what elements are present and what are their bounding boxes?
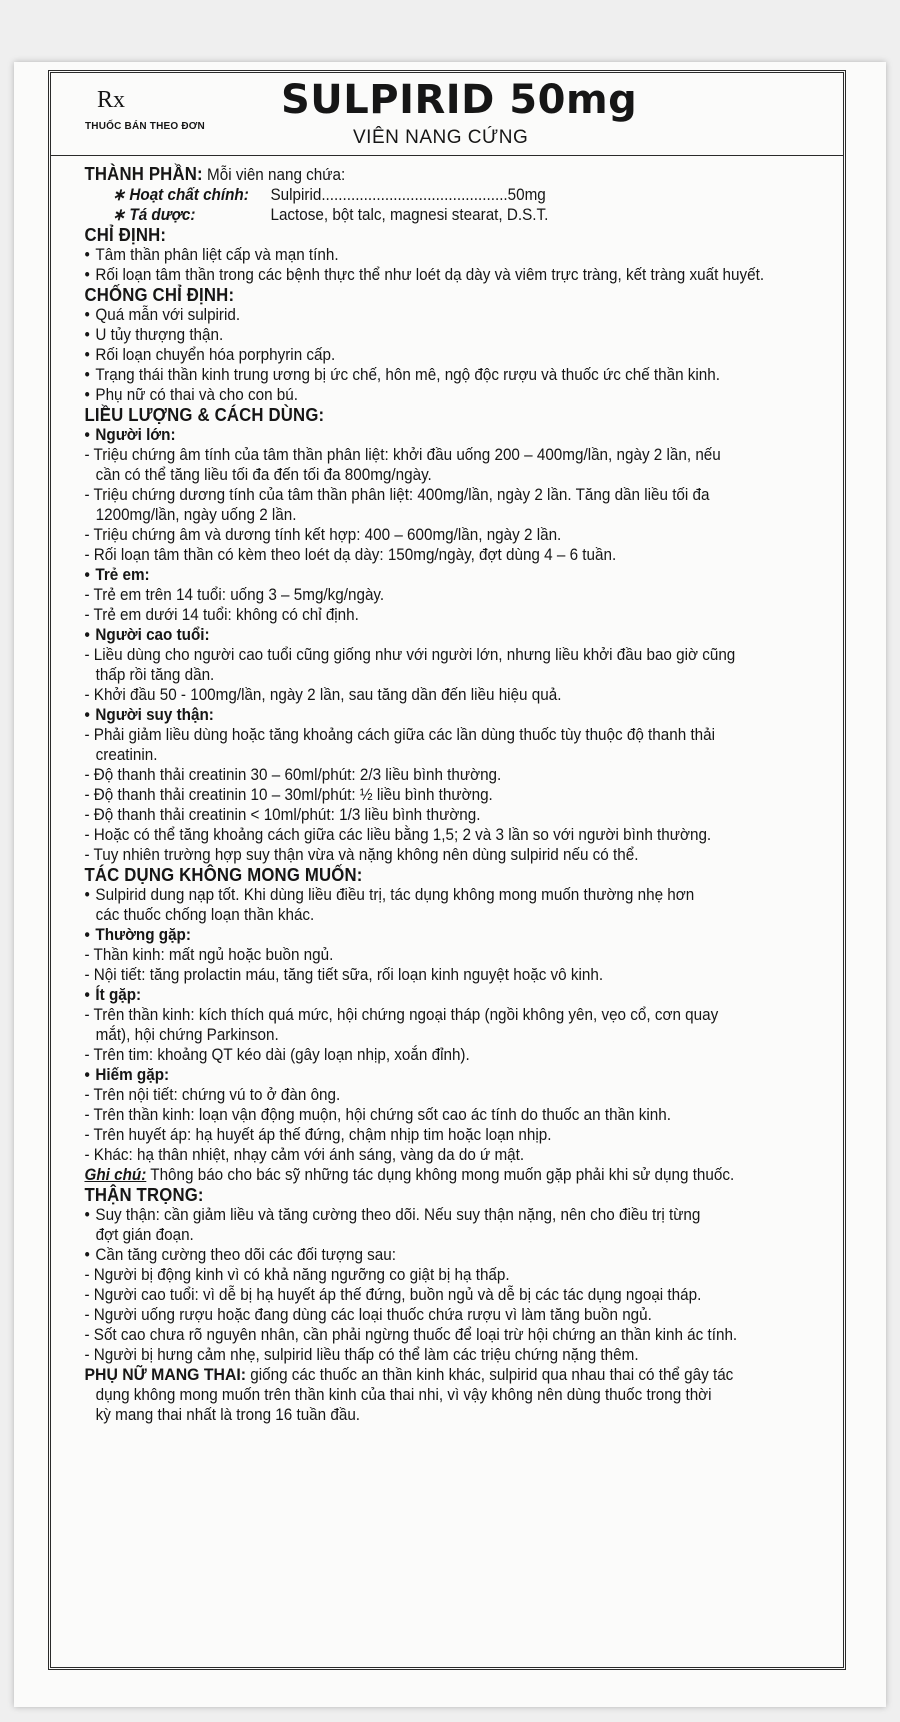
effect-line: - Trên thần kinh: kích thích quá mức, hội chứng ngoại tháp (ngồi không yên, vẹo cổ, cơn quay bbox=[84, 1006, 719, 1024]
dosage-line: - Độ thanh thải creatinin 30 – 60ml/phút: 2/3 liều bình thường. bbox=[84, 766, 502, 784]
effect-line: - Trên tim: khoảng QT kéo dài (gây loạn nhịp, xoắn đỉnh). bbox=[84, 1046, 470, 1064]
effect-line: mắt), hội chứng Parkinson. bbox=[95, 1026, 279, 1044]
contraindication-item: • Phụ nữ có thai và cho con bú. bbox=[84, 385, 809, 405]
side-effects-intro: • Sulpirid dung nạp tốt. Khi dùng liều điều trị, tác dụng không mong muốn thường nhẹ hơn bbox=[84, 885, 809, 905]
leaflet-body bbox=[51, 156, 823, 1425]
effect-line: - Trên thần kinh: loạn vận động muộn, hội chứng sốt cao ác tính do thuốc an thần kinh. bbox=[84, 1106, 671, 1124]
prescription-only-label: THUỐC BÁN THEO ĐƠN bbox=[85, 121, 205, 132]
dosage-line: thấp rồi tăng dần. bbox=[95, 666, 215, 684]
dosage-line: - Độ thanh thải creatinin 10 – 30ml/phút: ½ liều bình thường. bbox=[84, 786, 493, 804]
dosage-line: - Triệu chứng âm và dương tính kết hợp: 400 – 600mg/lần, ngày 2 lần. bbox=[84, 526, 562, 544]
dosage-line: - Khởi đầu 50 - 100mg/lần, ngày 2 lần, sau tăng dần đến liều hiệu quả. bbox=[84, 686, 562, 704]
dosage-line: - Trẻ em dưới 14 tuổi: không có chỉ định. bbox=[84, 606, 359, 624]
dosage-line: - Tuy nhiên trường hợp suy thận vừa và nặng không nên dùng sulpirid nếu có thể. bbox=[84, 846, 639, 864]
precaution-line: - Người cao tuổi: vì dễ bị hạ huyết áp thế đứng, buồn ngủ và dễ bị các tác dụng ngoại tháp. bbox=[84, 1286, 702, 1304]
precaution-line: - Người bị động kinh vì có khả năng ngưỡng co giật bị hạ thấp. bbox=[84, 1266, 510, 1284]
active-ingredient-row bbox=[84, 185, 809, 205]
note-row bbox=[84, 1165, 809, 1185]
pregnancy-heading: PHỤ NỮ MANG THAI: bbox=[84, 1365, 247, 1384]
pregnancy-text: giống các thuốc an thần kinh khác, sulpirid qua nhau thai có thể gây tác bbox=[246, 1366, 734, 1384]
dosage-line: creatinin. bbox=[95, 746, 158, 764]
dosage-elderly-label: • Người cao tuổi: bbox=[84, 625, 809, 645]
dosage-line: - Trẻ em trên 14 tuổi: uống 3 – 5mg/kg/ngày. bbox=[84, 586, 385, 604]
effect-line: - Khác: hạ thân nhiệt, nhạy cảm với ánh sáng, vàng da do ứ mật. bbox=[84, 1146, 525, 1164]
pregnancy-text-cont: kỳ mang thai nhất là trong 16 tuần đầu. bbox=[95, 1406, 361, 1424]
dosage-adults-label: • Người lớn: bbox=[84, 425, 809, 445]
precaution-line: - Người bị hưng cảm nhẹ, sulpirid liều thấp có thể làm các triệu chứng nặng thêm. bbox=[84, 1346, 639, 1364]
active-ingredient-value: Sulpirid............................................50mg bbox=[270, 186, 546, 204]
composition-row bbox=[84, 164, 809, 185]
product-form: VIÊN NANG CỨNG bbox=[353, 127, 529, 148]
product-title: SULPIRID 50mg bbox=[281, 77, 638, 123]
indication-item: • Rối loạn tâm thần trong các bệnh thực thể như loét dạ dày và viêm trực tràng, kết tràng xuất huyết. bbox=[84, 265, 809, 285]
contraindication-item: • Trạng thái thần kinh trung ương bị ức chế, hôn mê, ngộ độc rượu và thuốc ức chế thần kinh. bbox=[84, 365, 809, 385]
rare-effects-label: • Hiếm gặp: bbox=[84, 1065, 809, 1085]
uncommon-effects-label: • Ít gặp: bbox=[84, 985, 809, 1005]
contraindications-heading: CHỐNG CHỈ ĐỊNH: bbox=[84, 285, 235, 305]
dosage-line: - Triệu chứng âm tính của tâm thần phân liệt: khởi đầu uống 200 – 400mg/lần, ngày 2 lần, nếu bbox=[84, 446, 721, 464]
note-label: Ghi chú: bbox=[84, 1166, 147, 1184]
excipient-value: Lactose, bột talc, magnesi stearat, D.S.T. bbox=[270, 206, 549, 224]
contraindication-item: • Rối loạn chuyển hóa porphyrin cấp. bbox=[84, 345, 809, 365]
dosage-line: - Triệu chứng dương tính của tâm thần phân liệt: 400mg/lần, ngày 2 lần. Tăng dần liều tối đa bbox=[84, 486, 710, 504]
active-ingredient-label: ∗ Hoạt chất chính: bbox=[112, 186, 249, 204]
dosage-renal-label: • Người suy thận: bbox=[84, 705, 809, 725]
composition-heading: THÀNH PHẦN: bbox=[84, 164, 203, 184]
dosage-line: - Liều dùng cho người cao tuổi cũng giống như với người lớn, nhưng liều khởi đầu bao giờ cũng bbox=[84, 646, 736, 664]
dosage-line: - Độ thanh thải creatinin < 10ml/phút: 1/3 liều bình thường. bbox=[84, 806, 481, 824]
dosage-line: - Rối loạn tâm thần có kèm theo loét dạ dày: 150mg/ngày, đợt dùng 4 – 6 tuần. bbox=[84, 546, 617, 564]
dosage-line: - Hoặc có thể tăng khoảng cách giữa các liều bằng 1,5; 2 và 3 lần so với người bình thường. bbox=[84, 826, 712, 844]
dosage-line: cần có thể tăng liều tối đa đến tối đa 800mg/ngày. bbox=[95, 466, 432, 484]
contraindication-item: • Quá mẫn với sulpirid. bbox=[84, 305, 809, 325]
dosage-line: 1200mg/lần, ngày uống 2 lần. bbox=[95, 506, 297, 524]
indication-item: • Tâm thần phân liệt cấp và mạn tính. bbox=[84, 245, 809, 265]
precaution-item: • Suy thận: cần giảm liều và tăng cường theo dõi. Nếu suy thận nặng, nên cho điều trị từng bbox=[84, 1205, 809, 1225]
precautions-heading: THẬN TRỌNG: bbox=[84, 1185, 204, 1205]
effect-line: - Thần kinh: mất ngủ hoặc buồn ngủ. bbox=[84, 946, 334, 964]
excipient-label: ∗ Tá dược: bbox=[112, 206, 196, 224]
excipient-row bbox=[84, 205, 809, 225]
leaflet-header bbox=[51, 73, 843, 156]
side-effects-heading: TÁC DỤNG KHÔNG MONG MUỐN: bbox=[84, 865, 363, 885]
effect-line: - Trên huyết áp: hạ huyết áp thế đứng, chậm nhịp tim hoặc loạn nhịp. bbox=[84, 1126, 552, 1144]
leaflet-frame bbox=[48, 70, 846, 1670]
pregnancy-text-cont: dụng không mong muốn trên thần kinh của thai nhi, vì vậy không nên dùng thuốc trong thời bbox=[95, 1386, 712, 1404]
rx-mark: Rx bbox=[97, 87, 126, 113]
dosage-children-label: • Trẻ em: bbox=[84, 565, 809, 585]
precaution-item-cont: đợt gián đoạn. bbox=[95, 1226, 194, 1244]
common-effects-label: • Thường gặp: bbox=[84, 925, 809, 945]
precaution-line: - Người uống rượu hoặc đang dùng các loại thuốc chứa rượu vì làm tăng buồn ngủ. bbox=[84, 1306, 652, 1324]
dosage-heading: LIỀU LƯỢNG & CÁCH DÙNG: bbox=[84, 405, 325, 425]
side-effects-intro-cont: các thuốc chống loạn thần khác. bbox=[95, 906, 315, 924]
composition-intro: Mỗi viên nang chứa: bbox=[207, 166, 346, 184]
contraindication-item: • U tủy thượng thận. bbox=[84, 325, 809, 345]
note-text: Thông báo cho bác sỹ những tác dụng không mong muốn gặp phải khi sử dụng thuốc. bbox=[146, 1166, 735, 1184]
pregnancy-row bbox=[84, 1365, 809, 1385]
effect-line: - Trên nội tiết: chứng vú to ở đàn ông. bbox=[84, 1086, 341, 1104]
indications-heading: CHỈ ĐỊNH: bbox=[84, 225, 167, 245]
dosage-line: - Phải giảm liều dùng hoặc tăng khoảng cách giữa các lần dùng thuốc tùy thuộc độ thanh thải bbox=[84, 726, 716, 744]
precaution-line: - Sốt cao chưa rõ nguyên nhân, cần phải ngừng thuốc để loại trừ hội chứng an thần kinh ác tính. bbox=[84, 1326, 738, 1344]
precaution-item: • Cần tăng cường theo dõi các đối tượng sau: bbox=[84, 1245, 809, 1265]
effect-line: - Nội tiết: tăng prolactin máu, tăng tiết sữa, rối loạn kinh nguyệt hoặc vô kinh. bbox=[84, 966, 604, 984]
